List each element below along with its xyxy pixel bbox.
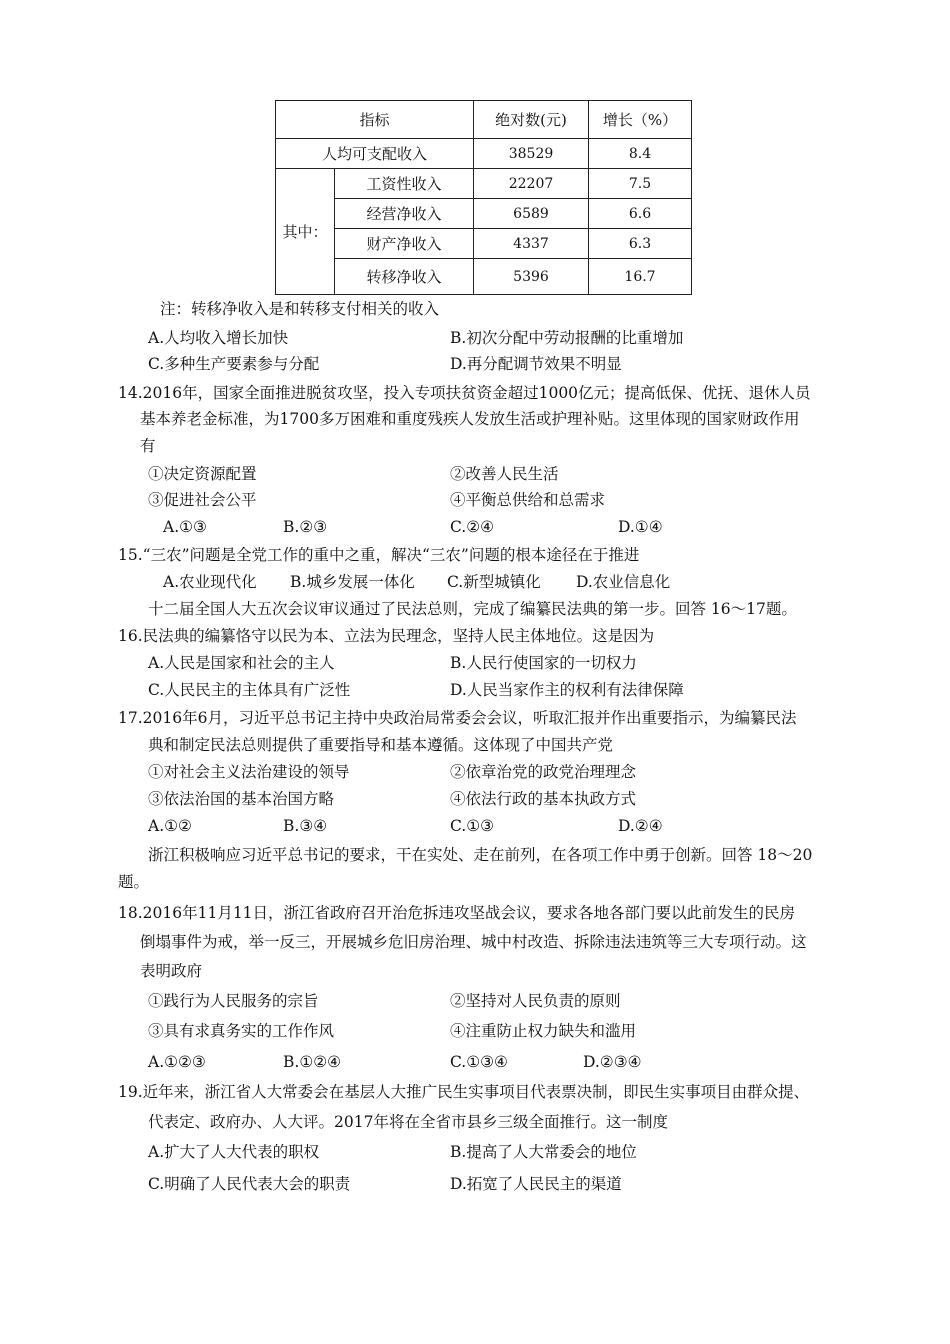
q17-statement-4: ④依法行政的基本执政方式 — [450, 790, 637, 808]
income-table — [275, 100, 692, 295]
table-row — [276, 139, 692, 169]
q18-stem-line3: 表明政府 — [140, 962, 203, 980]
q14-option-a: A.①③ — [163, 518, 207, 536]
q19-option-d: D.拓宽了人民民主的渠道 — [450, 1175, 622, 1193]
row-name: 财产净收入 — [335, 229, 474, 259]
q14-stem-line1: 14.2016年，国家全面推进脱贫攻坚，投入专项扶贫资金超过1000亿元；提高低保、优抚、退休人员 — [118, 384, 811, 402]
q18-option-d: D.②③④ — [583, 1053, 642, 1071]
group-label: 其中： — [276, 169, 335, 295]
q19-option-a: A.扩大了人大代表的职权 — [148, 1143, 320, 1161]
q14-statement-2: ②改善人民生活 — [450, 465, 559, 483]
row-growth: 7.5 — [589, 169, 692, 199]
q16-option-c: C.人民民主的主体具有广泛性 — [148, 681, 351, 699]
row-value: 5396 — [474, 259, 589, 295]
q14-statement-4: ④平衡总供给和总需求 — [450, 491, 606, 509]
q15-option-a: A.农业现代化 — [163, 573, 257, 591]
q14-statement-1: ①决定资源配置 — [148, 465, 257, 483]
row-value: 22207 — [474, 169, 589, 199]
q14-option-d: D.①④ — [618, 518, 663, 536]
q14-statement-3: ③促进社会公平 — [148, 491, 257, 509]
row-value: 4337 — [474, 229, 589, 259]
row-value: 38529 — [474, 139, 589, 169]
q19-stem-line2: 代表定、政府办、人大评。2017年将在全省市县乡三级全面推行。这一制度 — [148, 1113, 668, 1131]
q17-statement-3: ③依法治国的基本治国方略 — [148, 790, 335, 808]
q18-statement-1: ①践行为人民服务的宗旨 — [148, 992, 319, 1010]
q14-stem-line2: 基本养老金标准，为1700多万困难和重度残疾人发放生活或护理补贴。这里体现的国家财政作用 — [140, 410, 800, 428]
row-name: 工资性收入 — [335, 169, 474, 199]
q17-option-d: D.②④ — [618, 817, 663, 835]
q19-option-b: B.提高了人大常委会的地位 — [450, 1143, 637, 1161]
table-header-absolute: 绝对数(元) — [474, 101, 589, 139]
q17-stem-line1: 17.2016年6月，习近平总书记主持中央政治局常委会会议，听取汇报并作出重要指示，为编纂民法 — [118, 709, 797, 727]
q18-option-b: B.①②④ — [283, 1053, 342, 1071]
q17-statement-2: ②依章治党的政党治理理念 — [450, 763, 637, 781]
q17-stem-line2: 典和制定民法总则提供了重要指导和基本遵循。这体现了中国共产党 — [148, 736, 614, 754]
q17-option-b: B.③④ — [283, 817, 328, 835]
table-row — [276, 259, 692, 295]
table-row — [276, 169, 692, 199]
q18-statement-2: ②坚持对人民负责的原则 — [450, 992, 621, 1010]
q16-option-d: D.人民当家作主的权利有法律保障 — [450, 681, 684, 699]
q15-option-b: B.城乡发展一体化 — [290, 573, 415, 591]
intro-18-20-line1: 浙江积极响应习近平总书记的要求，干在实处、走在前列，在各项工作中勇于创新。回答 18～20 — [148, 846, 813, 864]
table-row — [276, 199, 692, 229]
row-name: 经营净收入 — [335, 199, 474, 229]
row-growth: 16.7 — [589, 259, 692, 295]
q15-stem: 15.“三农”问题是全党工作的重中之重，解决“三农”问题的根本途径在于推进 — [118, 546, 640, 564]
row-name: 人均可支配收入 — [276, 139, 474, 169]
q18-option-c: C.①③④ — [450, 1053, 508, 1071]
q18-statement-3: ③具有求真务实的工作作风 — [148, 1022, 335, 1040]
table-note: 注：转移净收入是和转移支付相关的收入 — [160, 300, 440, 318]
intro-16-17: 十二届全国人大五次会议审议通过了民法总则，完成了编纂民法典的第一步。回答 16～17题。 — [148, 600, 797, 618]
q17-statement-1: ①对社会主义法治建设的领导 — [148, 763, 350, 781]
q18-stem-line1: 18.2016年11月11日，浙江省政府召开治危拆违攻坚战会议，要求各地各部门要以此前发生的民房 — [118, 904, 796, 922]
q14-stem-line3: 有 — [140, 437, 156, 455]
q18-stem-line2: 倒塌事件为戒，举一反三，开展城乡危旧房治理、城中村改造、拆除违法违筑等三大专项行动。这 — [140, 933, 807, 951]
q13-option-d: D.再分配调节效果不明显 — [450, 355, 622, 373]
q17-option-a: A.①② — [148, 817, 192, 835]
row-name: 转移净收入 — [335, 259, 474, 295]
q14-option-b: B.②③ — [283, 518, 328, 536]
q16-option-b: B.人民行使国家的一切权力 — [450, 654, 637, 672]
q14-option-c: C.②④ — [450, 518, 495, 536]
q13-option-c: C.多种生产要素参与分配 — [148, 355, 320, 373]
row-value: 6589 — [474, 199, 589, 229]
q13-option-a: A.人均收入增长加快 — [148, 329, 289, 347]
table-header-growth: 增长（%） — [589, 101, 692, 139]
q19-option-c: C.明确了人民代表大会的职责 — [148, 1175, 351, 1193]
row-growth: 6.6 — [589, 199, 692, 229]
q18-option-a: A.①②③ — [148, 1053, 206, 1071]
row-growth: 8.4 — [589, 139, 692, 169]
q13-option-b: B.初次分配中劳动报酬的比重增加 — [450, 329, 684, 347]
q17-option-c: C.①③ — [450, 817, 495, 835]
intro-18-20-line2: 题。 — [118, 873, 150, 891]
q15-option-c: C.新型城镇化 — [447, 573, 541, 591]
q18-statement-4: ④注重防止权力缺失和滥用 — [450, 1022, 637, 1040]
q15-option-d: D.农业信息化 — [576, 573, 671, 591]
q16-option-a: A.人民是国家和社会的主人 — [148, 654, 335, 672]
row-growth: 6.3 — [589, 229, 692, 259]
q19-stem-line1: 19.近年来，浙江省人大常委会在基层人大推广民生实事项目代表票决制，即民生实事项目由群众提、 — [118, 1083, 810, 1101]
q16-stem: 16.民法典的编纂恪守以民为本、立法为民理念，坚持人民主体地位。这是因为 — [118, 627, 655, 645]
table-row — [276, 229, 692, 259]
table-header-indicator: 指标 — [276, 101, 474, 139]
